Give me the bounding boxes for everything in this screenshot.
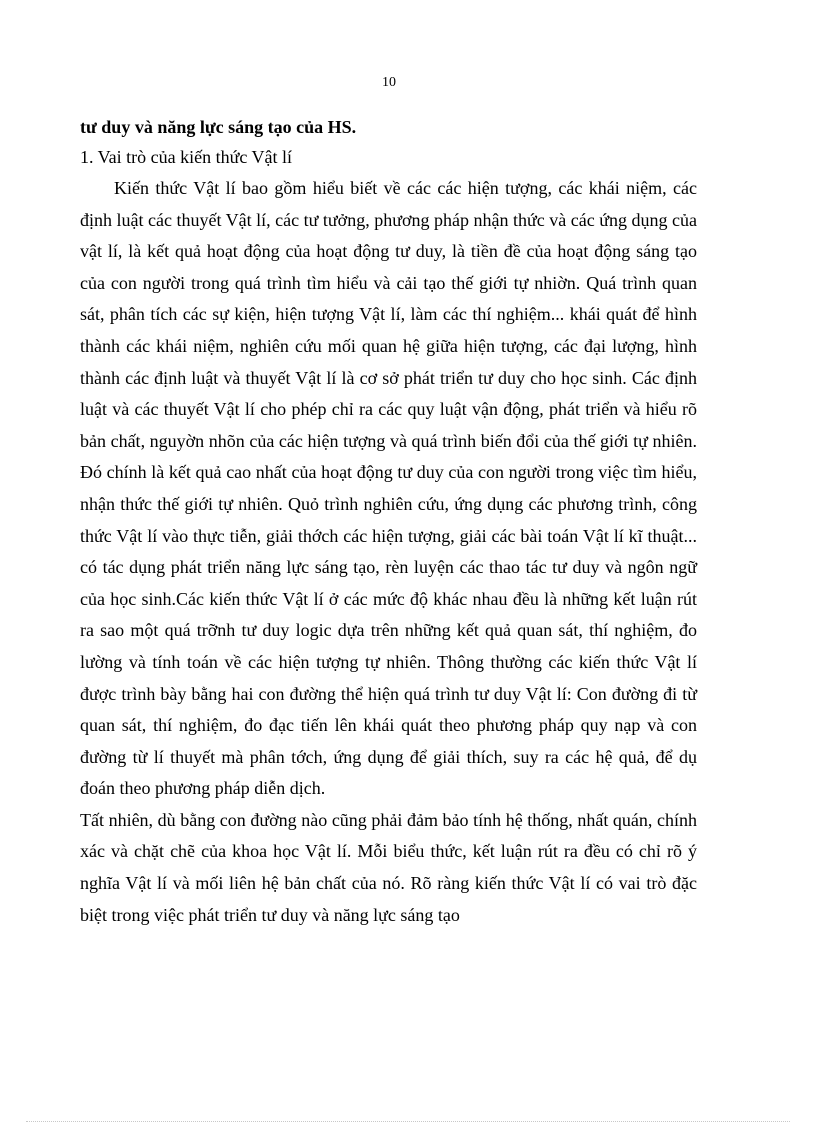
section-title: 1. Vai trò của kiến thức Vật lí bbox=[80, 147, 293, 167]
heading-continuation: tư duy và năng lực sáng tạo của HS. bbox=[80, 117, 357, 137]
paragraph-2: Tất nhiên, dù bằng con đường nào cũng phải đảm bảo tính hệ thống, nhất quán, chính xác và chặt chẽ của khoa học Vật lí. Mỗi biểu thức, kết luận rút ra đều có chỉ rõ ý nghĩa Vật lí và mối liên hệ bản chất của nó. Rõ ràng kiến thức Vật lí có vai trò đặc biệt trong việc phát triển tư duy và năng lực sáng tạo bbox=[80, 809, 697, 925]
page-number: 10 bbox=[382, 75, 396, 90]
page-bottom-rule bbox=[26, 1121, 790, 1122]
paragraph-1: Kiến thức Vật lí bao gồm hiểu biết về các các hiện tượng, các khái niệm, các định luật các thuyết Vật lí, các tư tưởng, phương pháp nhận thức và các ứng dụng của vật lí, là kết quả hoạt động của hoạt động tư duy, là tiền đề của hoạt động sáng tạo của con người trong quá trình tìm hiểu và cải tạo thế giới tự nhiờn. Quá trình quan sát, phân tích các sự kiện, hiện tượng Vật lí, làm các thí nghiệm... khái quát để hình thành các khái niệm, nghiên cứu mối quan hệ giữa hiện tượng, các đại lượng, hình thành các định luật và thuyết Vật lí là cơ sở phát triển tư duy cho học sinh. Các định luật và các thuyết Vật lí cho phép chỉ ra các quy luật vận động, phát triển và hiểu rõ bản chất, nguyờn nhõn của các hiện tượng và quá trình biến đổi của thế giới tự nhiên. Đó chính là kết quả cao nhất của hoạt động tư duy của con người trong việc tìm hiểu, nhận thức thế giới tự nhiên. Quỏ trình nghiên cứu, ứng dụng các phương trình, công thức Vật lí vào thực tiễn, giải thớch các hiện tượng, giải các bài toán Vật lí kĩ thuật... có tác dụng phát triển năng lực sáng tạo, rèn luyện các thao tác tư duy và ngôn ngữ của học sinh.Các kiến thức Vật lí ở các mức độ khác nhau đều là những kết luận rút ra sao một quá trỡnh tư duy logic dựa trên những kết quả quan sát, thí nghiệm, đo lường và tính toán về các hiện tượng tự nhiên. Thông thường các kiến thức Vật lí được trình bày bằng hai con đường thể hiện quá trình tư duy Vật lí: Con đường đi từ quan sát, thí nghiệm, đo đạc tiến lên khái quát theo phương pháp quy nạp và con đường từ lí thuyết mà phân tớch, ứng dụng để giải thích, suy ra các hệ quả, để dụ đoán theo phương pháp diễn dịch. bbox=[80, 178, 697, 799]
document-body bbox=[80, 112, 697, 931]
